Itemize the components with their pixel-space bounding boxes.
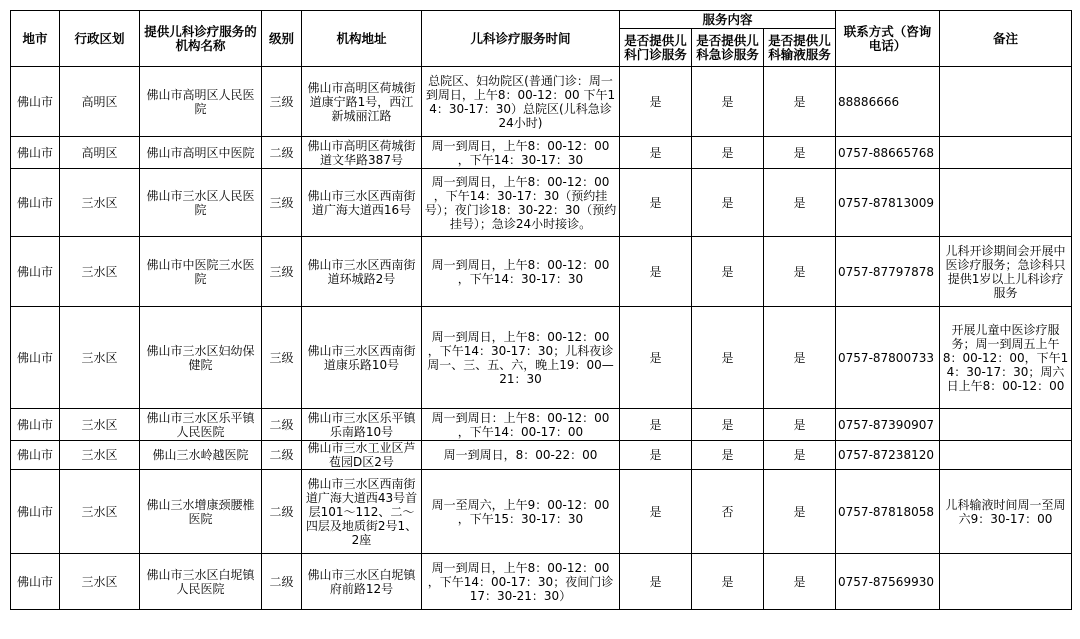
- cell-org-name: 佛山市高明区人民医院: [140, 67, 262, 137]
- cell-address: 佛山市三水区西南街道广海大道西43号首层101～112、二～四层及地质街2号1、2座: [302, 470, 422, 554]
- cell-level: 三级: [262, 67, 302, 137]
- cell-city: 佛山市: [11, 169, 60, 237]
- cell-city: 佛山市: [11, 307, 60, 409]
- cell-outpatient: 是: [620, 137, 692, 169]
- header-contact: 联系方式（咨询电话）: [836, 11, 940, 67]
- cell-address: 佛山市三水工业区芦苞园D区2号: [302, 441, 422, 470]
- cell-outpatient: 是: [620, 307, 692, 409]
- cell-remark: [940, 441, 1072, 470]
- cell-infusion: 是: [764, 441, 836, 470]
- cell-infusion: 是: [764, 554, 836, 610]
- cell-hours: 周一到周日，上午8：00-12：00 ，下午14：30-17：30: [422, 237, 620, 307]
- cell-remark: 儿科输液时间周一至周六9：30-17：00: [940, 470, 1072, 554]
- cell-remark: 开展儿童中医诊疗服务；周一到周五上午8：00-12：00，下午14：30-17：30；周六日上午8：00-12：00: [940, 307, 1072, 409]
- cell-city: 佛山市: [11, 554, 60, 610]
- cell-infusion: 是: [764, 137, 836, 169]
- cell-remark: 儿科开诊期间会开展中医诊疗服务；急诊科只提供1岁以上儿科诊疗服务: [940, 237, 1072, 307]
- cell-phone: 88886666: [836, 67, 940, 137]
- cell-phone: 0757-87813009: [836, 169, 940, 237]
- cell-district: 高明区: [60, 67, 140, 137]
- cell-outpatient: 是: [620, 441, 692, 470]
- cell-district: 三水区: [60, 409, 140, 441]
- cell-level: 三级: [262, 307, 302, 409]
- cell-district: 三水区: [60, 441, 140, 470]
- header-remarks: 备注: [940, 11, 1072, 67]
- cell-org-name: 佛山市三水区人民医院: [140, 169, 262, 237]
- cell-address: 佛山市三水区乐平镇乐南路10号: [302, 409, 422, 441]
- cell-remark: [940, 137, 1072, 169]
- cell-address: 佛山市高明区荷城街道文华路387号: [302, 137, 422, 169]
- pediatric-service-table: [10, 10, 1072, 610]
- cell-district: 三水区: [60, 554, 140, 610]
- header-level: 级别: [262, 11, 302, 67]
- cell-phone: 0757-87800733: [836, 307, 940, 409]
- table-row: [11, 169, 1072, 237]
- cell-address: 佛山市三水区白坭镇府前路12号: [302, 554, 422, 610]
- cell-level: 二级: [262, 137, 302, 169]
- header-services: 服务内容: [620, 11, 836, 29]
- header-hours: 儿科诊疗服务时间: [422, 11, 620, 67]
- cell-city: 佛山市: [11, 409, 60, 441]
- cell-hours: 周一到周日：上午8：00-12：00 ，下午14：00-17：00: [422, 409, 620, 441]
- table-row: [11, 470, 1072, 554]
- header-svc-outpatient: 是否提供儿科门诊服务: [620, 29, 692, 67]
- cell-org-name: 佛山市三水区白坭镇人民医院: [140, 554, 262, 610]
- cell-outpatient: 是: [620, 470, 692, 554]
- table-row: [11, 137, 1072, 169]
- cell-district: 三水区: [60, 237, 140, 307]
- cell-level: 三级: [262, 237, 302, 307]
- cell-infusion: 是: [764, 67, 836, 137]
- cell-address: 佛山市三水区西南街道广海大道西16号: [302, 169, 422, 237]
- header-svc-emergency: 是否提供儿科急诊服务: [692, 29, 764, 67]
- cell-infusion: 是: [764, 237, 836, 307]
- cell-level: 二级: [262, 409, 302, 441]
- cell-org-name: 佛山市高明区中医院: [140, 137, 262, 169]
- header-svc-infusion: 是否提供儿科输液服务: [764, 29, 836, 67]
- cell-city: 佛山市: [11, 67, 60, 137]
- cell-hours: 周一到周日，上午8：00-12：00 ，下午14：30-17：30: [422, 137, 620, 169]
- table-row: [11, 307, 1072, 409]
- cell-remark: [940, 409, 1072, 441]
- cell-phone: 0757-87569930: [836, 554, 940, 610]
- table-row: [11, 441, 1072, 470]
- cell-outpatient: 是: [620, 409, 692, 441]
- cell-hours: 总院区、妇幼院区(普通门诊：周一到周日，上午8：00-12：00 下午14：30-17：30）总院区(儿科急诊 24小时): [422, 67, 620, 137]
- cell-district: 三水区: [60, 307, 140, 409]
- cell-address: 佛山市三水区西南街道环城路2号: [302, 237, 422, 307]
- cell-infusion: 是: [764, 169, 836, 237]
- cell-hours: 周一到周日，上午8：00-12：00 ，下午14：30-17：30（预约挂号）；夜门诊18：30-22：30（预约挂号）；急诊24小时接诊。: [422, 169, 620, 237]
- cell-district: 三水区: [60, 169, 140, 237]
- cell-hours: 周一到周日，上午8：00-12：00 ，下午14：00-17：30；夜间门诊17：30-21：30）: [422, 554, 620, 610]
- cell-org-name: 佛山市三水区乐平镇人民医院: [140, 409, 262, 441]
- cell-emergency: 是: [692, 67, 764, 137]
- cell-level: 二级: [262, 470, 302, 554]
- cell-outpatient: 是: [620, 169, 692, 237]
- header-district: 行政区划: [60, 11, 140, 67]
- cell-hours: 周一到周日，上午8：00-12：00 ，下午14：30-17：30；儿科夜诊周一、三、五、六，晚上19：00—21：30: [422, 307, 620, 409]
- cell-outpatient: 是: [620, 67, 692, 137]
- cell-emergency: 是: [692, 441, 764, 470]
- cell-outpatient: 是: [620, 237, 692, 307]
- header-address: 机构地址: [302, 11, 422, 67]
- cell-phone: 0757-87797878: [836, 237, 940, 307]
- cell-address: 佛山市三水区西南街道康乐路10号: [302, 307, 422, 409]
- header-city: 地市: [11, 11, 60, 67]
- cell-emergency: 是: [692, 409, 764, 441]
- table-row: [11, 554, 1072, 610]
- cell-level: 三级: [262, 169, 302, 237]
- cell-hours: 周一到周日，8：00-22：00: [422, 441, 620, 470]
- cell-city: 佛山市: [11, 237, 60, 307]
- cell-phone: 0757-87818058: [836, 470, 940, 554]
- cell-infusion: 是: [764, 409, 836, 441]
- cell-hours: 周一至周六，上午9：00-12：00 ，下午15：30-17：30: [422, 470, 620, 554]
- table-row: [11, 67, 1072, 137]
- table-row: [11, 409, 1072, 441]
- cell-infusion: 是: [764, 470, 836, 554]
- cell-org-name: 佛山市中医院三水医院: [140, 237, 262, 307]
- table-row: [11, 237, 1072, 307]
- cell-level: 二级: [262, 554, 302, 610]
- cell-emergency: 否: [692, 470, 764, 554]
- cell-phone: 0757-87238120: [836, 441, 940, 470]
- cell-emergency: 是: [692, 307, 764, 409]
- cell-city: 佛山市: [11, 470, 60, 554]
- cell-remark: [940, 67, 1072, 137]
- cell-remark: [940, 169, 1072, 237]
- cell-emergency: 是: [692, 554, 764, 610]
- table-body: [11, 67, 1072, 610]
- cell-district: 高明区: [60, 137, 140, 169]
- cell-address: 佛山市高明区荷城街道康宁路1号，西江新城丽江路: [302, 67, 422, 137]
- cell-infusion: 是: [764, 307, 836, 409]
- cell-city: 佛山市: [11, 137, 60, 169]
- cell-phone: 0757-87390907: [836, 409, 940, 441]
- cell-outpatient: 是: [620, 554, 692, 610]
- cell-emergency: 是: [692, 237, 764, 307]
- header-org-name: 提供儿科诊疗服务的机构名称: [140, 11, 262, 67]
- cell-level: 二级: [262, 441, 302, 470]
- cell-phone: 0757-88665768: [836, 137, 940, 169]
- cell-city: 佛山市: [11, 441, 60, 470]
- cell-org-name: 佛山市三水区妇幼保健院: [140, 307, 262, 409]
- cell-emergency: 是: [692, 137, 764, 169]
- cell-emergency: 是: [692, 169, 764, 237]
- cell-remark: [940, 554, 1072, 610]
- cell-district: 三水区: [60, 470, 140, 554]
- cell-org-name: 佛山三水岭越医院: [140, 441, 262, 470]
- cell-org-name: 佛山三水增康颈腰椎医院: [140, 470, 262, 554]
